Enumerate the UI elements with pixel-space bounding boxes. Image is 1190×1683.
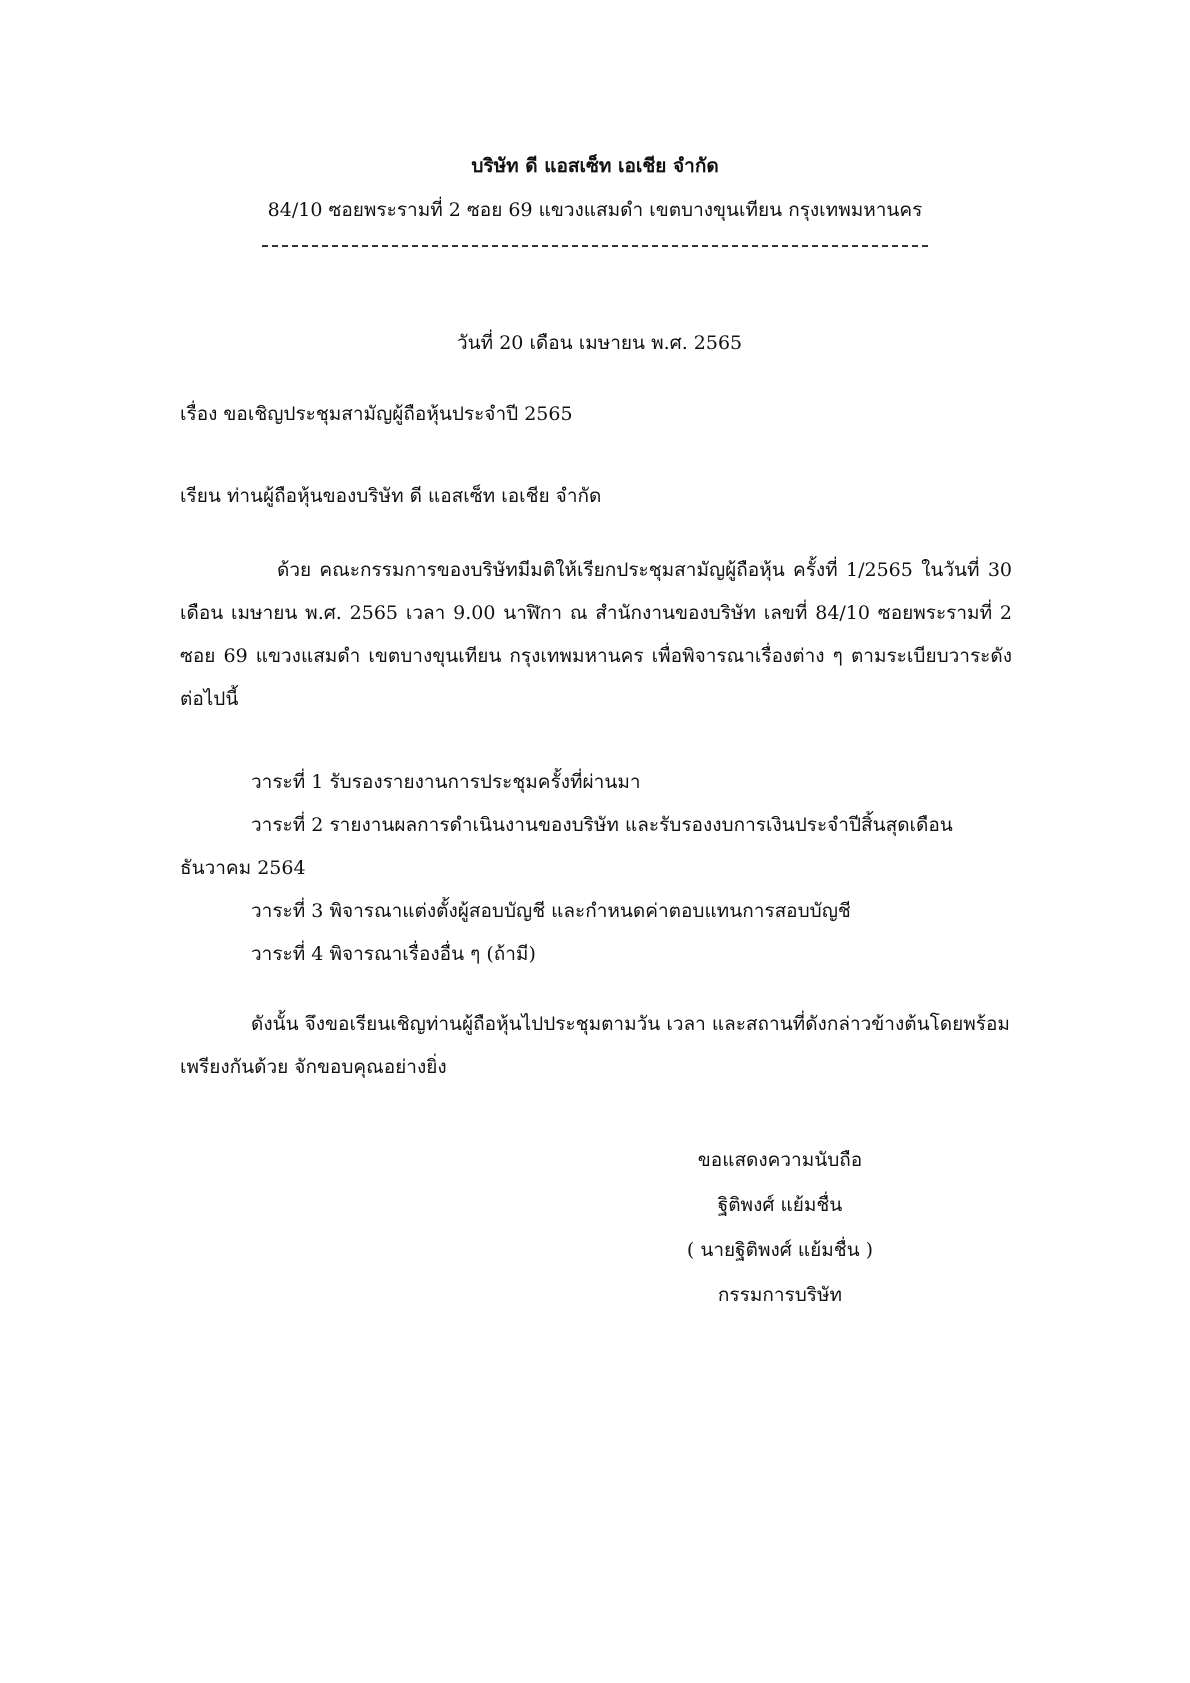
agenda-item-1: วาระที่ 1 รับรองรายงานการประชุมครั้งที่ผ่านมา — [251, 771, 641, 793]
signature-full-name: ( นายฐิติพงศ์ แย้มชื่น ) — [686, 1239, 874, 1261]
letter-body — [180, 549, 1012, 721]
signature-block — [660, 1138, 900, 1318]
letter-subject: เรื่อง ขอเชิญประชุมสามัญผู้ถือหุ้นประจำปี 2565 — [180, 403, 573, 425]
agenda-item-2-continuation: ธันวาคม 2564 — [180, 857, 306, 879]
agenda-item-4: วาระที่ 4 พิจารณาเรื่องอื่น ๆ (ถ้ามี) — [251, 943, 536, 965]
letter-closing — [180, 1003, 1012, 1089]
header-divider — [262, 245, 928, 247]
agenda-list — [180, 761, 1012, 976]
company-address: 84/10 ซอยพระรามที่ 2 ซอย 69 แขวงแสมดำ เขตบางขุนเทียน กรุงเทพมหานคร — [267, 199, 923, 221]
letter-salutation: เรียน ท่านผู้ถือหุ้นของบริษัท ดี แอสเซ็ท เอเชีย จำกัด — [180, 485, 602, 507]
agenda-item-2: วาระที่ 2 รายงานผลการดำเนินงานของบริษัท และรับรองงบการเงินประจำปีสิ้นสุดเดือน — [251, 814, 953, 836]
signature-signed-name: ฐิติพงศ์ แย้มชื่น — [717, 1194, 843, 1216]
agenda-item-3: วาระที่ 3 พิจารณาแต่งตั้งผู้สอบบัญชี และกำหนดค่าตอบแทนการสอบบัญชี — [251, 900, 851, 922]
closing-paragraph: ดังนั้น จึงขอเรียนเชิญท่านผู้ถือหุ้นไปประชุมตามวัน เวลา และสถานที่ดังกล่าวข้างต้นโดยพร้อมเพรียงกันด้วย จักขอบคุณอย่างยิ่ง — [180, 1013, 1010, 1078]
letter-date: วันที่ 20 เดือน เมษายน พ.ศ. 2565 — [457, 332, 743, 354]
signature-position: กรรมการบริษัท — [717, 1284, 843, 1306]
signature-regards: ขอแสดงความนับถือ — [697, 1149, 863, 1171]
body-paragraph: ด้วย คณะกรรมการของบริษัทมีมติให้เรียกประชุมสามัญผู้ถือหุ้น ครั้งที่ 1/2565 ในวันที่ 30 เดือน เมษายน พ.ศ. 2565 เวลา 9.00 นาฬิกา ณ สำนักงานของบริษัท เลขที่ 84/10 ซอยพระรามที่ 2 ซอย 69 แขวงแสมดำ เขตบางขุนเทียน กรุงเทพมหานคร เพื่อพิจารณาเรื่องต่าง ๆ ตามระเบียบวาระดังต่อไปนี้ — [180, 559, 1012, 710]
company-name: บริษัท ดี แอสเซ็ท เอเชีย จำกัด — [471, 155, 719, 177]
